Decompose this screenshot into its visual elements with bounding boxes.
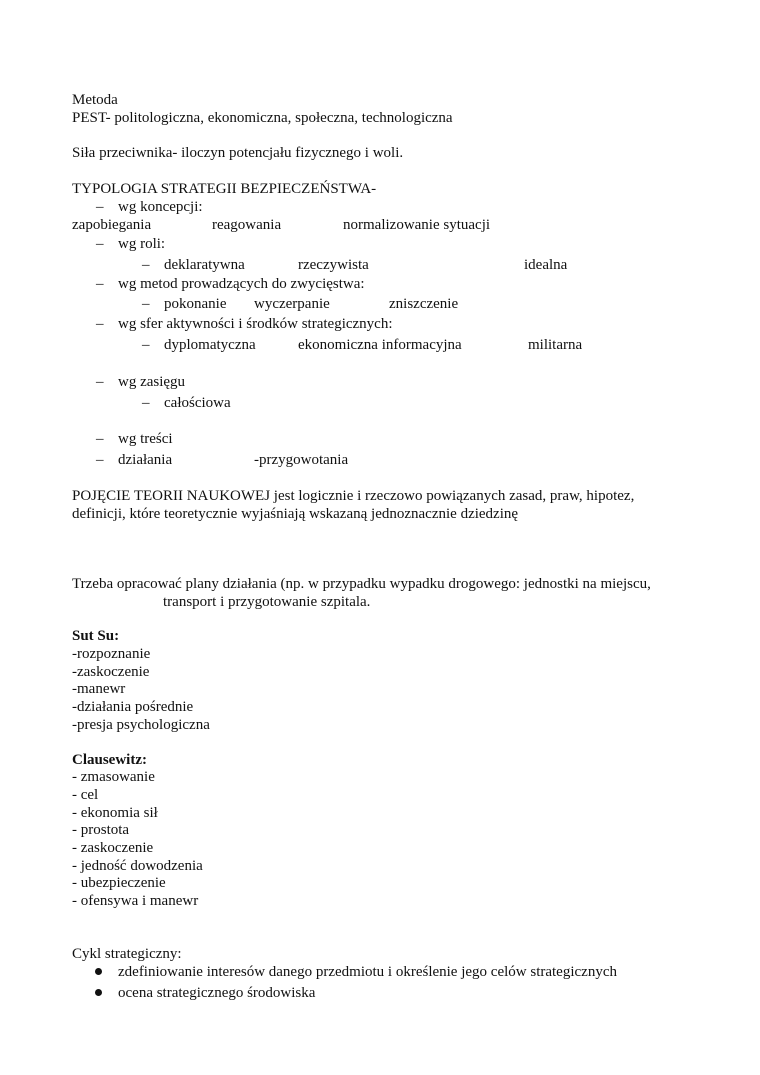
cykl-item: ocena strategicznego środowiska bbox=[118, 985, 316, 1001]
tresci-item: -przygowotania bbox=[254, 452, 349, 468]
zasiegu-item: całościowa bbox=[164, 395, 231, 411]
dash-marker: – bbox=[142, 296, 150, 312]
dash-marker: – bbox=[96, 236, 104, 252]
teoria-line-1: POJĘCIE TEORII NAUKOWEJ jest logicznie i rzeczowo powiązanych zasad, praw, hipotez, bbox=[72, 488, 635, 504]
sfer-item: ekonomiczna informacyjna bbox=[298, 337, 462, 353]
clausewitz-item: - zmasowanie bbox=[72, 769, 155, 785]
roli-item: idealna bbox=[524, 257, 568, 273]
typology-metod-label: wg metod prowadzących do zwycięstwa: bbox=[118, 276, 365, 292]
dash-marker: – bbox=[142, 395, 150, 411]
tresci-item: działania bbox=[118, 452, 173, 468]
clausewitz-item: - jedność dowodzenia bbox=[72, 858, 203, 874]
text-metoda: Metoda bbox=[72, 92, 118, 108]
clausewitz-title: Clausewitz: bbox=[72, 752, 147, 768]
dash-marker: – bbox=[96, 316, 104, 332]
clausewitz-item: - prostota bbox=[72, 822, 130, 838]
dash-marker: – bbox=[96, 431, 104, 447]
plany-line-1: Trzeba opracować plany działania (np. w przypadku wypadku drogowego: jednostki na miejscu, bbox=[72, 576, 651, 592]
sutsu-item: -manewr bbox=[72, 681, 126, 697]
text-pest: PEST- politologiczna, ekonomiczna, społeczna, technologiczna bbox=[72, 110, 453, 126]
metod-item: wyczerpanie bbox=[254, 296, 330, 312]
teoria-line-2: definicji, które teoretycznie wyjaśniają wskazaną jednoznacznie dziedzinę bbox=[72, 506, 519, 522]
clausewitz-item: - zaskoczenie bbox=[72, 840, 154, 856]
dash-marker: – bbox=[96, 199, 104, 215]
koncepcji-item: zapobiegania bbox=[72, 217, 152, 233]
text-sila-przeciwnika: Siła przeciwnika- iloczyn potencjału fizycznego i woli. bbox=[72, 145, 404, 161]
sutsu-item: -presja psychologiczna bbox=[72, 717, 210, 733]
typology-tresci-label: wg treści bbox=[118, 431, 173, 447]
sutsu-item: -rozpoznanie bbox=[72, 646, 151, 662]
dash-marker: – bbox=[96, 276, 104, 292]
metod-item: pokonanie bbox=[164, 296, 227, 312]
bullet-icon bbox=[95, 968, 102, 975]
typology-zasiegu-label: wg zasięgu bbox=[118, 374, 186, 390]
plany-line-2: transport i przygotowanie szpitala. bbox=[163, 594, 371, 610]
clausewitz-item: - ekonomia sił bbox=[72, 805, 158, 821]
dash-marker: – bbox=[142, 337, 150, 353]
metod-item: zniszczenie bbox=[389, 296, 459, 312]
clausewitz-item: - cel bbox=[72, 787, 99, 803]
typology-sfer-label: wg sfer aktywności i środków strategicznych: bbox=[118, 316, 393, 332]
clausewitz-item: - ubezpieczenie bbox=[72, 875, 166, 891]
roli-item: rzeczywista bbox=[298, 257, 369, 273]
sfer-item: militarna bbox=[528, 337, 583, 353]
sutsu-item: -zaskoczenie bbox=[72, 664, 150, 680]
sutsu-title: Sut Su: bbox=[72, 628, 120, 644]
sutsu-item: -działania pośrednie bbox=[72, 699, 194, 715]
cykl-item: zdefiniowanie interesów danego przedmiotu i określenie jego celów strategicznych bbox=[118, 964, 617, 980]
dash-marker: – bbox=[142, 257, 150, 273]
dash-marker: – bbox=[96, 374, 104, 390]
bullet-icon bbox=[95, 989, 102, 996]
koncepcji-item: reagowania bbox=[212, 217, 282, 233]
typology-koncepcji-label: wg koncepcji: bbox=[118, 199, 203, 215]
clausewitz-item: - ofensywa i manewr bbox=[72, 893, 199, 909]
typology-heading: TYPOLOGIA STRATEGII BEZPIECZEŃSTWA- bbox=[72, 181, 377, 197]
dash-marker: – bbox=[96, 452, 104, 468]
cykl-title: Cykl strategiczny: bbox=[72, 946, 182, 962]
koncepcji-item: normalizowanie sytuacji bbox=[343, 217, 491, 233]
typology-roli-label: wg roli: bbox=[118, 236, 166, 252]
roli-item: deklaratywna bbox=[164, 257, 245, 273]
sfer-item: dyplomatyczna bbox=[164, 337, 256, 353]
